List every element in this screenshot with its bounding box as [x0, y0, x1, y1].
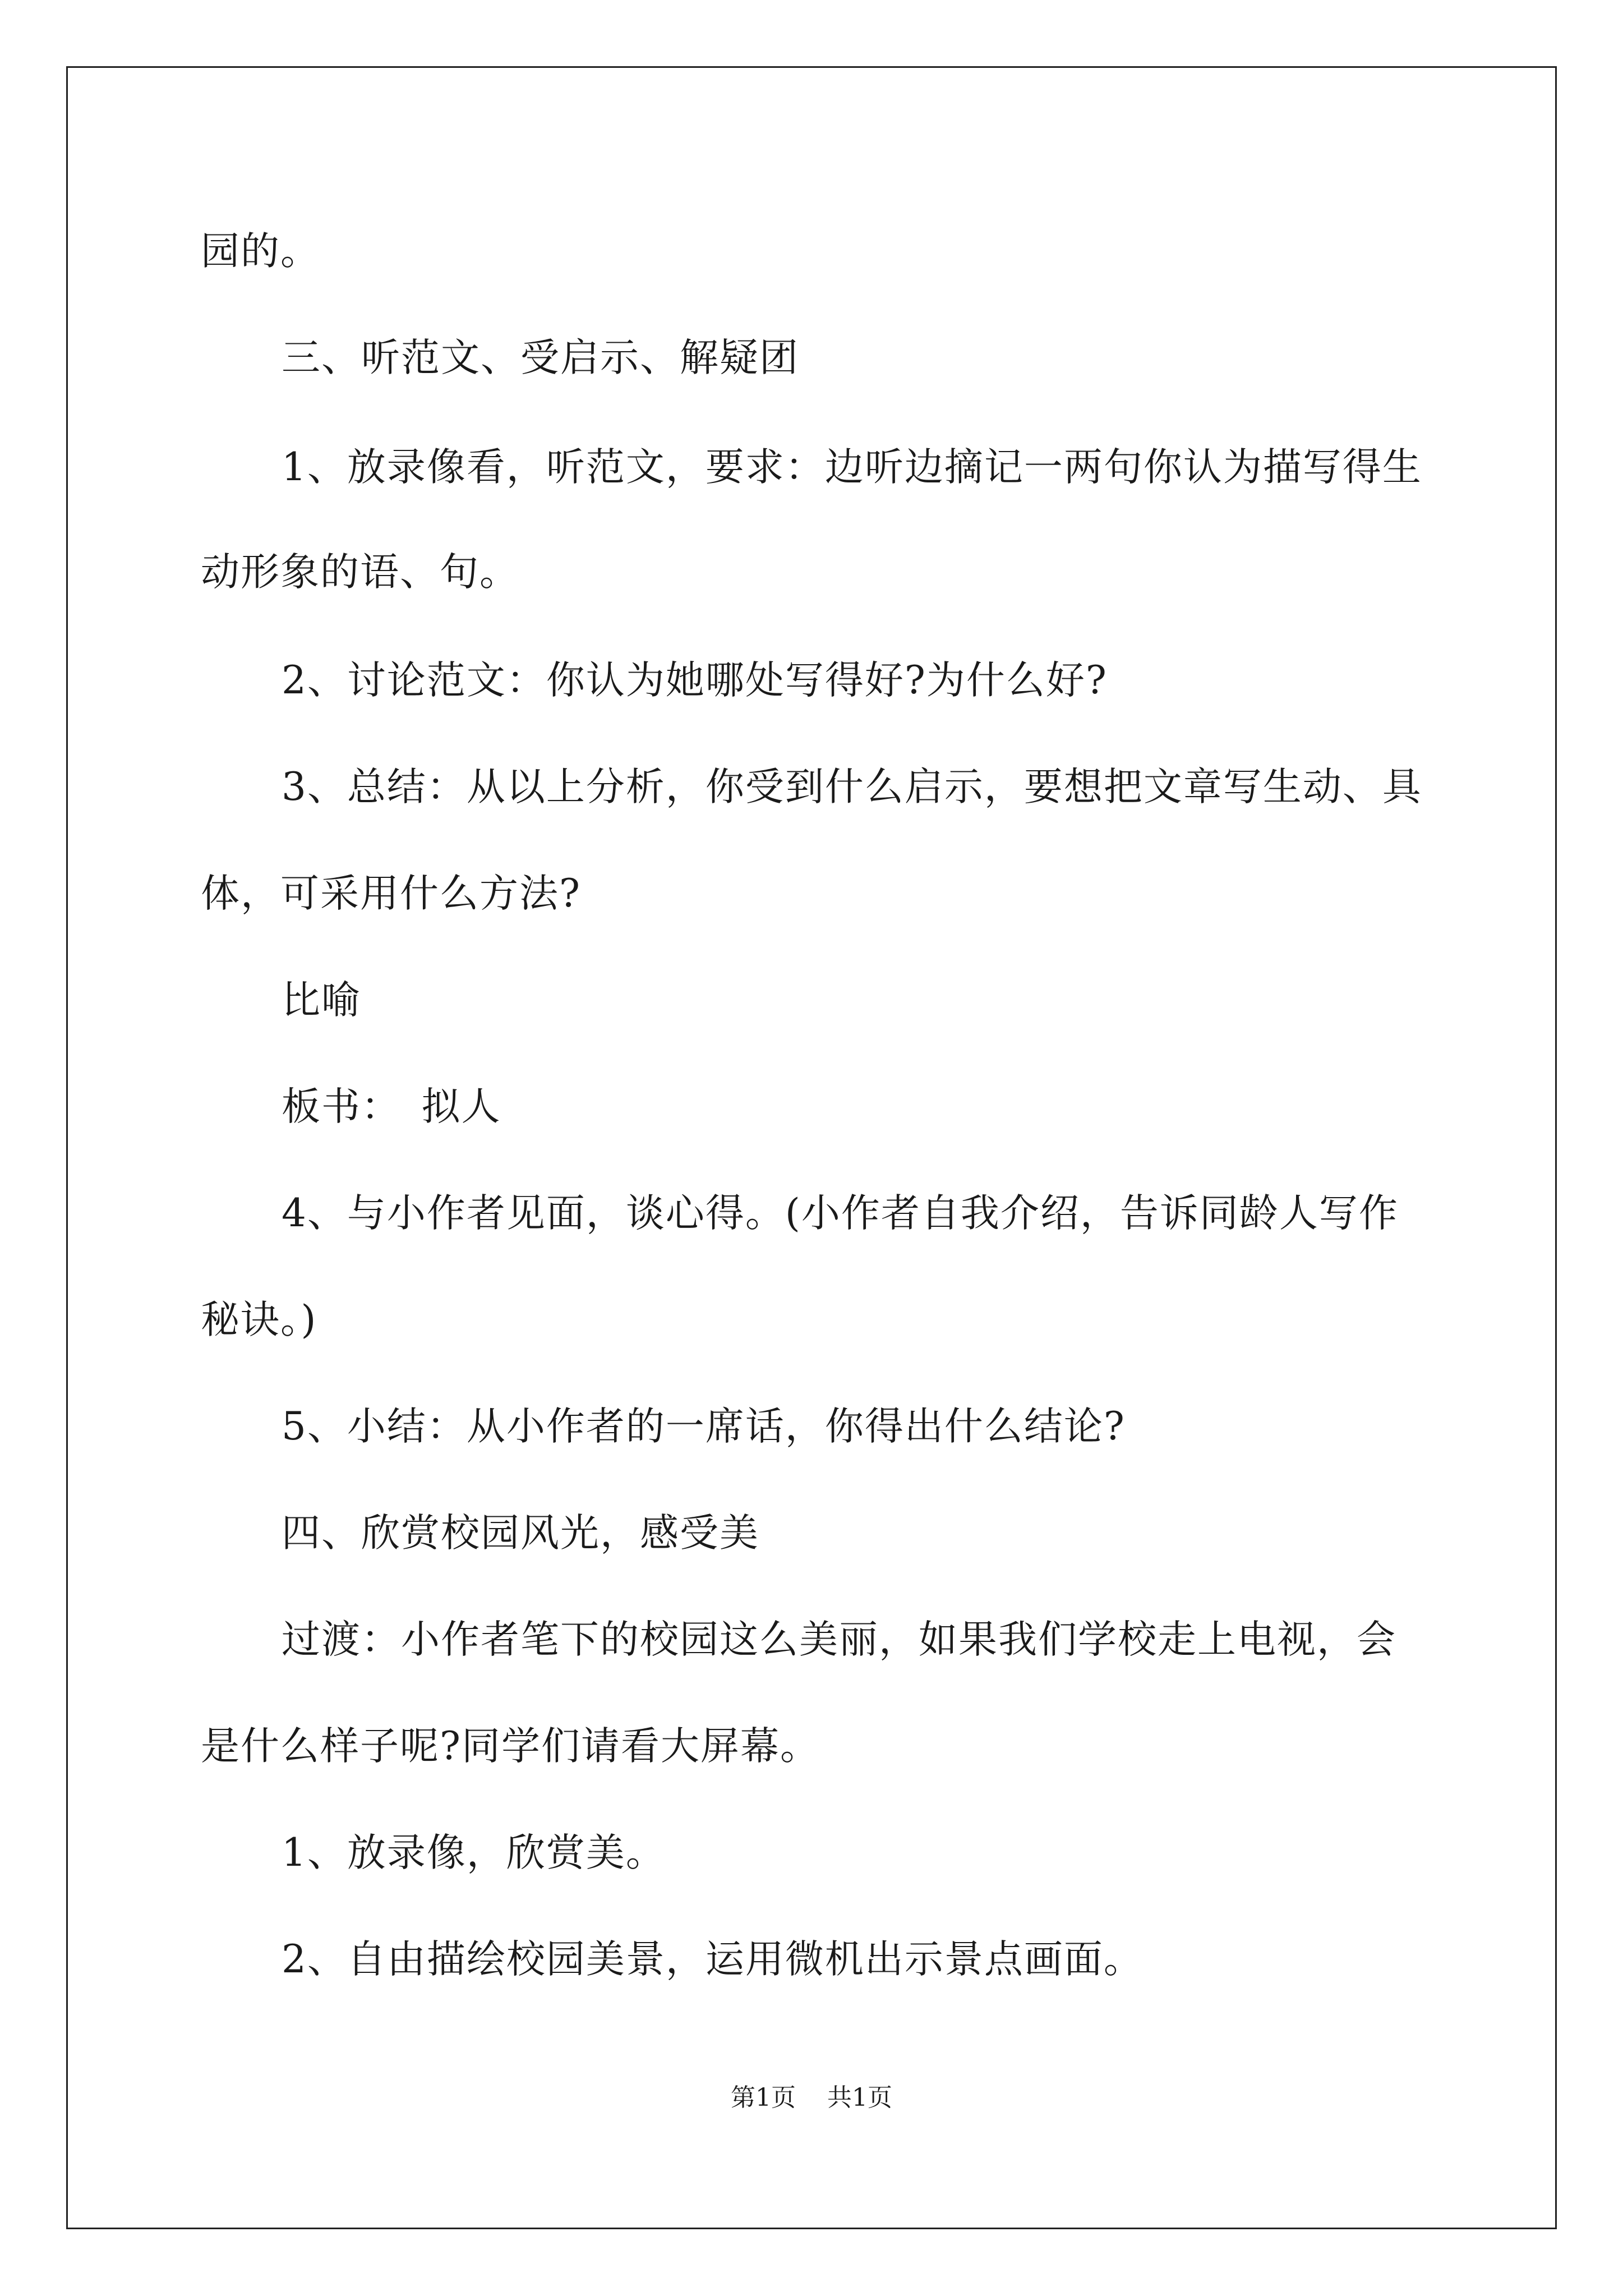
page-number: 第1页: [731, 2083, 796, 2112]
text-line: 5、小结：从小作者的一席话，你得出什么结论?: [282, 1404, 1126, 1449]
text-line: 1、放录像看，听范文，要求：边听边摘记一两句你认为描写得生: [282, 445, 1422, 490]
text-line: 1、放录像，欣赏美。: [282, 1830, 666, 1875]
text-line: 3、总结：从以上分析，你受到什么启示，要想把文章写生动、具: [282, 765, 1422, 809]
text-line: 体，可采用什么方法?: [201, 871, 581, 916]
text-line: 板书： 拟人: [282, 1084, 501, 1129]
text-line: 秘诀。): [201, 1297, 317, 1342]
text-line: 2、讨论范文：你认为她哪处写得好?为什么好?: [282, 658, 1108, 703]
page-total: 共1页: [827, 2083, 892, 2112]
text-line: 是什么样子呢?同学们请看大屏幕。: [201, 1724, 820, 1769]
text-line: 动形象的语、句。: [201, 550, 519, 595]
page-border: [66, 66, 1557, 2229]
section-heading: 三、听范文、受启示、解疑团: [282, 335, 799, 380]
text-line: 2、自由描绘校园美景，运用微机出示景点画面。: [282, 1937, 1144, 1982]
text-line: 过渡：小作者笔下的校园这么美丽，如果我们学校走上电视，会: [282, 1617, 1396, 1662]
section-heading: 四、欣赏校园风光，感受美: [282, 1511, 759, 1556]
text-line: 比喻: [282, 978, 361, 1023]
text-line: 园的。: [201, 229, 320, 274]
text-line: 4、与小作者见面，谈心得。(小作者自我介绍，告诉同龄人写作: [282, 1191, 1399, 1236]
page-footer: [0, 2081, 1623, 2115]
